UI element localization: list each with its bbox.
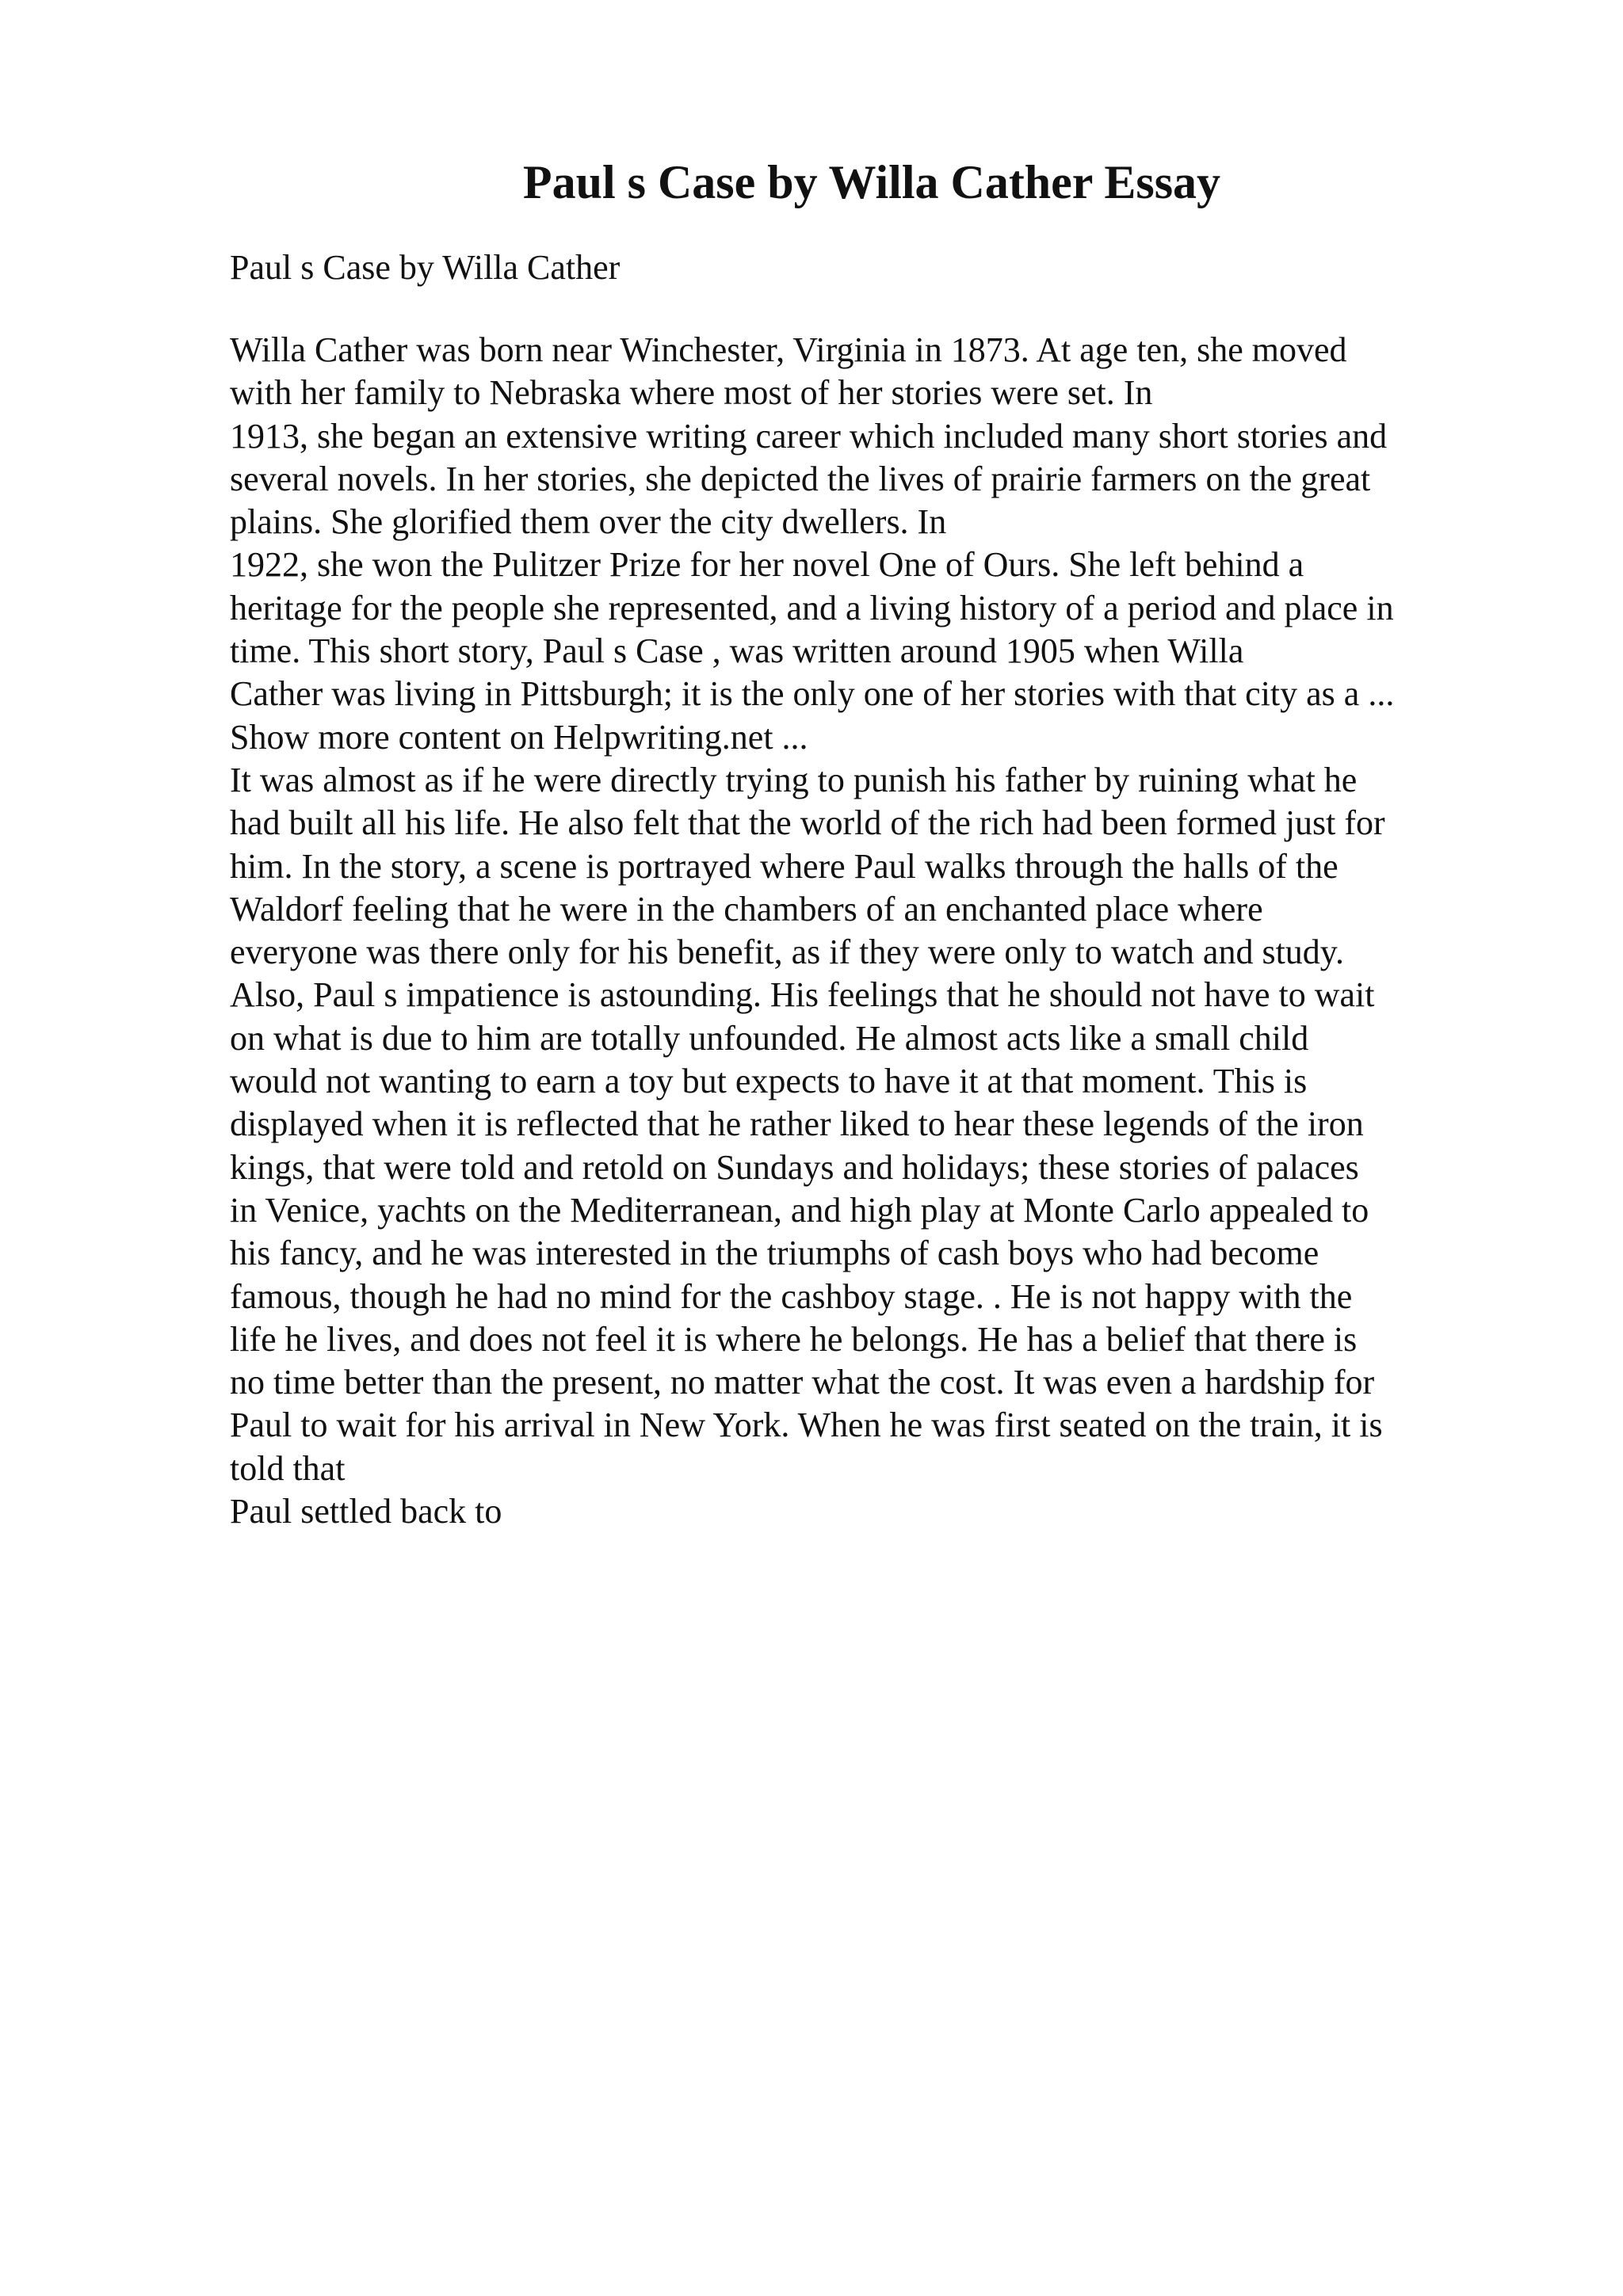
body-line: would not wanting to earn a toy but expects to have it at that moment. This is — [230, 1062, 1308, 1101]
essay-body — [230, 329, 1514, 1533]
essay-title: Paul s Case by Willa Cather Essay — [522, 156, 1221, 208]
body-line: Waldorf feeling that he were in the chambers of an enchanted place where — [230, 889, 1263, 929]
body-line: with her family to Nebraska where most of her stories were set. In — [230, 373, 1153, 413]
body-line: several novels. In her stories, she depicted the lives of prairie farmers on the great — [230, 459, 1371, 498]
body-line: kings, that were told and retold on Sundays and holidays; these stories of palaces — [230, 1147, 1359, 1187]
body-line: Willa Cather was born near Winchester, Virginia in 1873. At age ten, she moved — [230, 330, 1347, 369]
body-line: Paul settled back to — [230, 1492, 502, 1531]
show-more-link[interactable]: Show more content on Helpwriting.net ... — [230, 717, 808, 757]
body-line: 1913, she began an extensive writing career which included many short stories and — [230, 416, 1388, 456]
body-line: Cather was living in Pittsburgh; it is the only one of her stories with that city as a ... — [230, 674, 1395, 714]
body-line: on what is due to him are totally unfounded. He almost acts like a small child — [230, 1018, 1309, 1058]
body-line: Paul to wait for his arrival in New York. When he was first seated on the train, it is — [230, 1405, 1383, 1445]
body-line: time. This short story, Paul s Case , was written around 1905 when Willa — [230, 631, 1244, 671]
body-line: him. In the story, a scene is portrayed where Paul walks through the halls of the — [230, 846, 1338, 886]
body-line: heritage for the people she represented, and a living history of a period and place in — [230, 588, 1394, 627]
body-line: his fancy, and he was interested in the triumphs of cash boys who had become — [230, 1234, 1319, 1273]
body-line: It was almost as if he were directly trying to punish his father by ruining what he — [230, 760, 1358, 799]
body-line: everyone was there only for his benefit, as if they were only to watch and study. — [230, 933, 1344, 972]
body-line: no time better than the present, no matter what the cost. It was even a hardship for — [230, 1363, 1375, 1402]
body-line: life he lives, and does not feel it is where he belongs. He has a belief that there is — [230, 1319, 1358, 1359]
body-line: famous, though he had no mind for the cashboy stage. . He is not happy with the — [230, 1276, 1353, 1316]
body-line: displayed when it is reflected that he rather liked to hear these legends of the iron — [230, 1104, 1364, 1144]
body-line: plains. She glorified them over the city dwellers. In — [230, 502, 947, 542]
body-line: in Venice, yachts on the Mediterranean, and high play at Monte Carlo appealed to — [230, 1190, 1369, 1230]
body-line: had built all his life. He also felt that the world of the rich had been formed just for — [230, 803, 1385, 843]
body-line: told that — [230, 1448, 346, 1488]
body-line: 1922, she won the Pulitzer Prize for her novel One of Ours. She left behind a — [230, 545, 1304, 585]
essay-subtitle: Paul s Case by Willa Cather — [230, 248, 621, 287]
body-line: Also, Paul s impatience is astounding. His feelings that he should not have to wait — [230, 975, 1375, 1015]
